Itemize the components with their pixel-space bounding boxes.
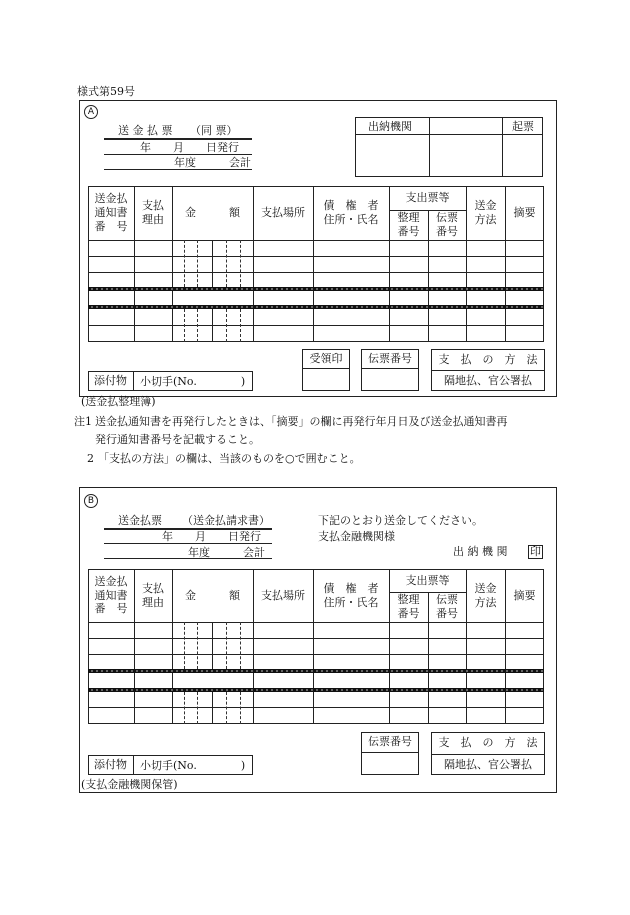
section-a-header-arrangement-no: 整理 番号 (397, 211, 420, 238)
section-b-slip-number: 伝票番号 (368, 735, 412, 749)
section-b-header-place: 支払場所 (261, 588, 305, 602)
section-a-issuer-right: 起票 (512, 120, 534, 133)
section-b-year-line: 年度 会計 (188, 546, 265, 559)
section-a-receipt-seal: 受領印 (309, 351, 343, 365)
section-b-header-arrangement-no: 整理 番号 (397, 593, 420, 620)
section-b-attachment-value: 小切手(No. ) (140, 759, 246, 772)
section-b-payment-method-value: 隔地払、官公署払 (444, 757, 532, 771)
section-b-header-method: 送金 方法 (474, 581, 497, 609)
section-a-header-amount: 金 額 (185, 206, 240, 220)
note-1-line-2: 発行通知書番号を記載すること。 (95, 433, 260, 446)
section-a-payment-method: 支 払 の 方 法 (438, 352, 538, 366)
section-b-header-amount: 金 額 (185, 588, 240, 602)
section-b-marker: B (84, 494, 98, 508)
section-a-header-method: 送金 方法 (474, 199, 497, 226)
section-a-year-line: 年度 会計 (174, 156, 251, 169)
section-b-title-sub: （送金払請求書） (182, 514, 270, 527)
section-a-footer: (送金払整理簿) (81, 395, 156, 408)
section-a-header-place: 支払場所 (261, 206, 305, 220)
section-b-header-slip-no: 伝票 番号 (436, 593, 458, 620)
section-b-header-expenditure: 支出票等 (405, 573, 450, 587)
section-a-header-creditor: 債 権 者 住所・氏名 (323, 199, 379, 226)
section-a-header-notice-number: 送金払 通知書 番 号 (94, 192, 128, 233)
note-1-line-1: 送金払通知書を再発行したときは、「摘要」の欄に再発行年月日及び送金払通知書再 (95, 415, 508, 428)
note-2-number: 2 (87, 452, 94, 465)
section-a-header-expenditure: 支出票等 (405, 191, 450, 205)
section-b-header-creditor: 債 権 者 住所・氏名 (323, 581, 379, 609)
section-b-header-remarks: 摘要 (513, 588, 536, 602)
section-a-title-sub: （同 票） (190, 124, 238, 137)
section-b-seal: 印 (530, 545, 541, 558)
section-a-marker: A (84, 105, 98, 119)
section-a-header-remarks: 摘要 (513, 206, 536, 220)
section-b-message-2: 支払金融機関様 (318, 530, 395, 543)
section-b-message-1: 下記のとおり送金してください。 (318, 514, 483, 527)
form-number: 様式第59号 (77, 85, 135, 98)
section-a-slip-number: 伝票番号 (368, 351, 412, 365)
section-a-issuer-label: 出納機関 (368, 120, 412, 133)
section-b-footer: (支払金融機関保管) (81, 778, 178, 791)
note-2-line: 「支払の方法」の欄は、当該のものを○で囲むこと。 (98, 452, 361, 465)
section-a-attachment-label: 添付物 (94, 374, 127, 388)
note-1-number: 注1 (74, 415, 92, 428)
section-a-header-slip-no: 伝票 番号 (436, 211, 458, 238)
section-b-attachment-label: 添付物 (94, 758, 127, 772)
section-b-payment-method: 支 払 の 方 法 (438, 736, 538, 750)
section-a-attachment-value: 小切手(No. ) (140, 375, 246, 388)
section-a-header-reason: 支払 理由 (142, 199, 164, 226)
section-a-title: 送 金 払 票 (118, 124, 173, 137)
section-a-date-line: 年 月 日発行 (140, 141, 239, 154)
section-b-header-reason: 支払 理由 (142, 581, 164, 609)
section-b-date-line: 年 月 日発行 (162, 530, 261, 543)
section-b-issuer: 出 納 機 関 (453, 545, 508, 558)
section-a-payment-method-value: 隔地払、官公署払 (444, 373, 532, 387)
section-b-header-notice-number: 送金払 通知書 番 号 (94, 574, 128, 616)
section-b-title: 送金払票 (118, 514, 162, 527)
